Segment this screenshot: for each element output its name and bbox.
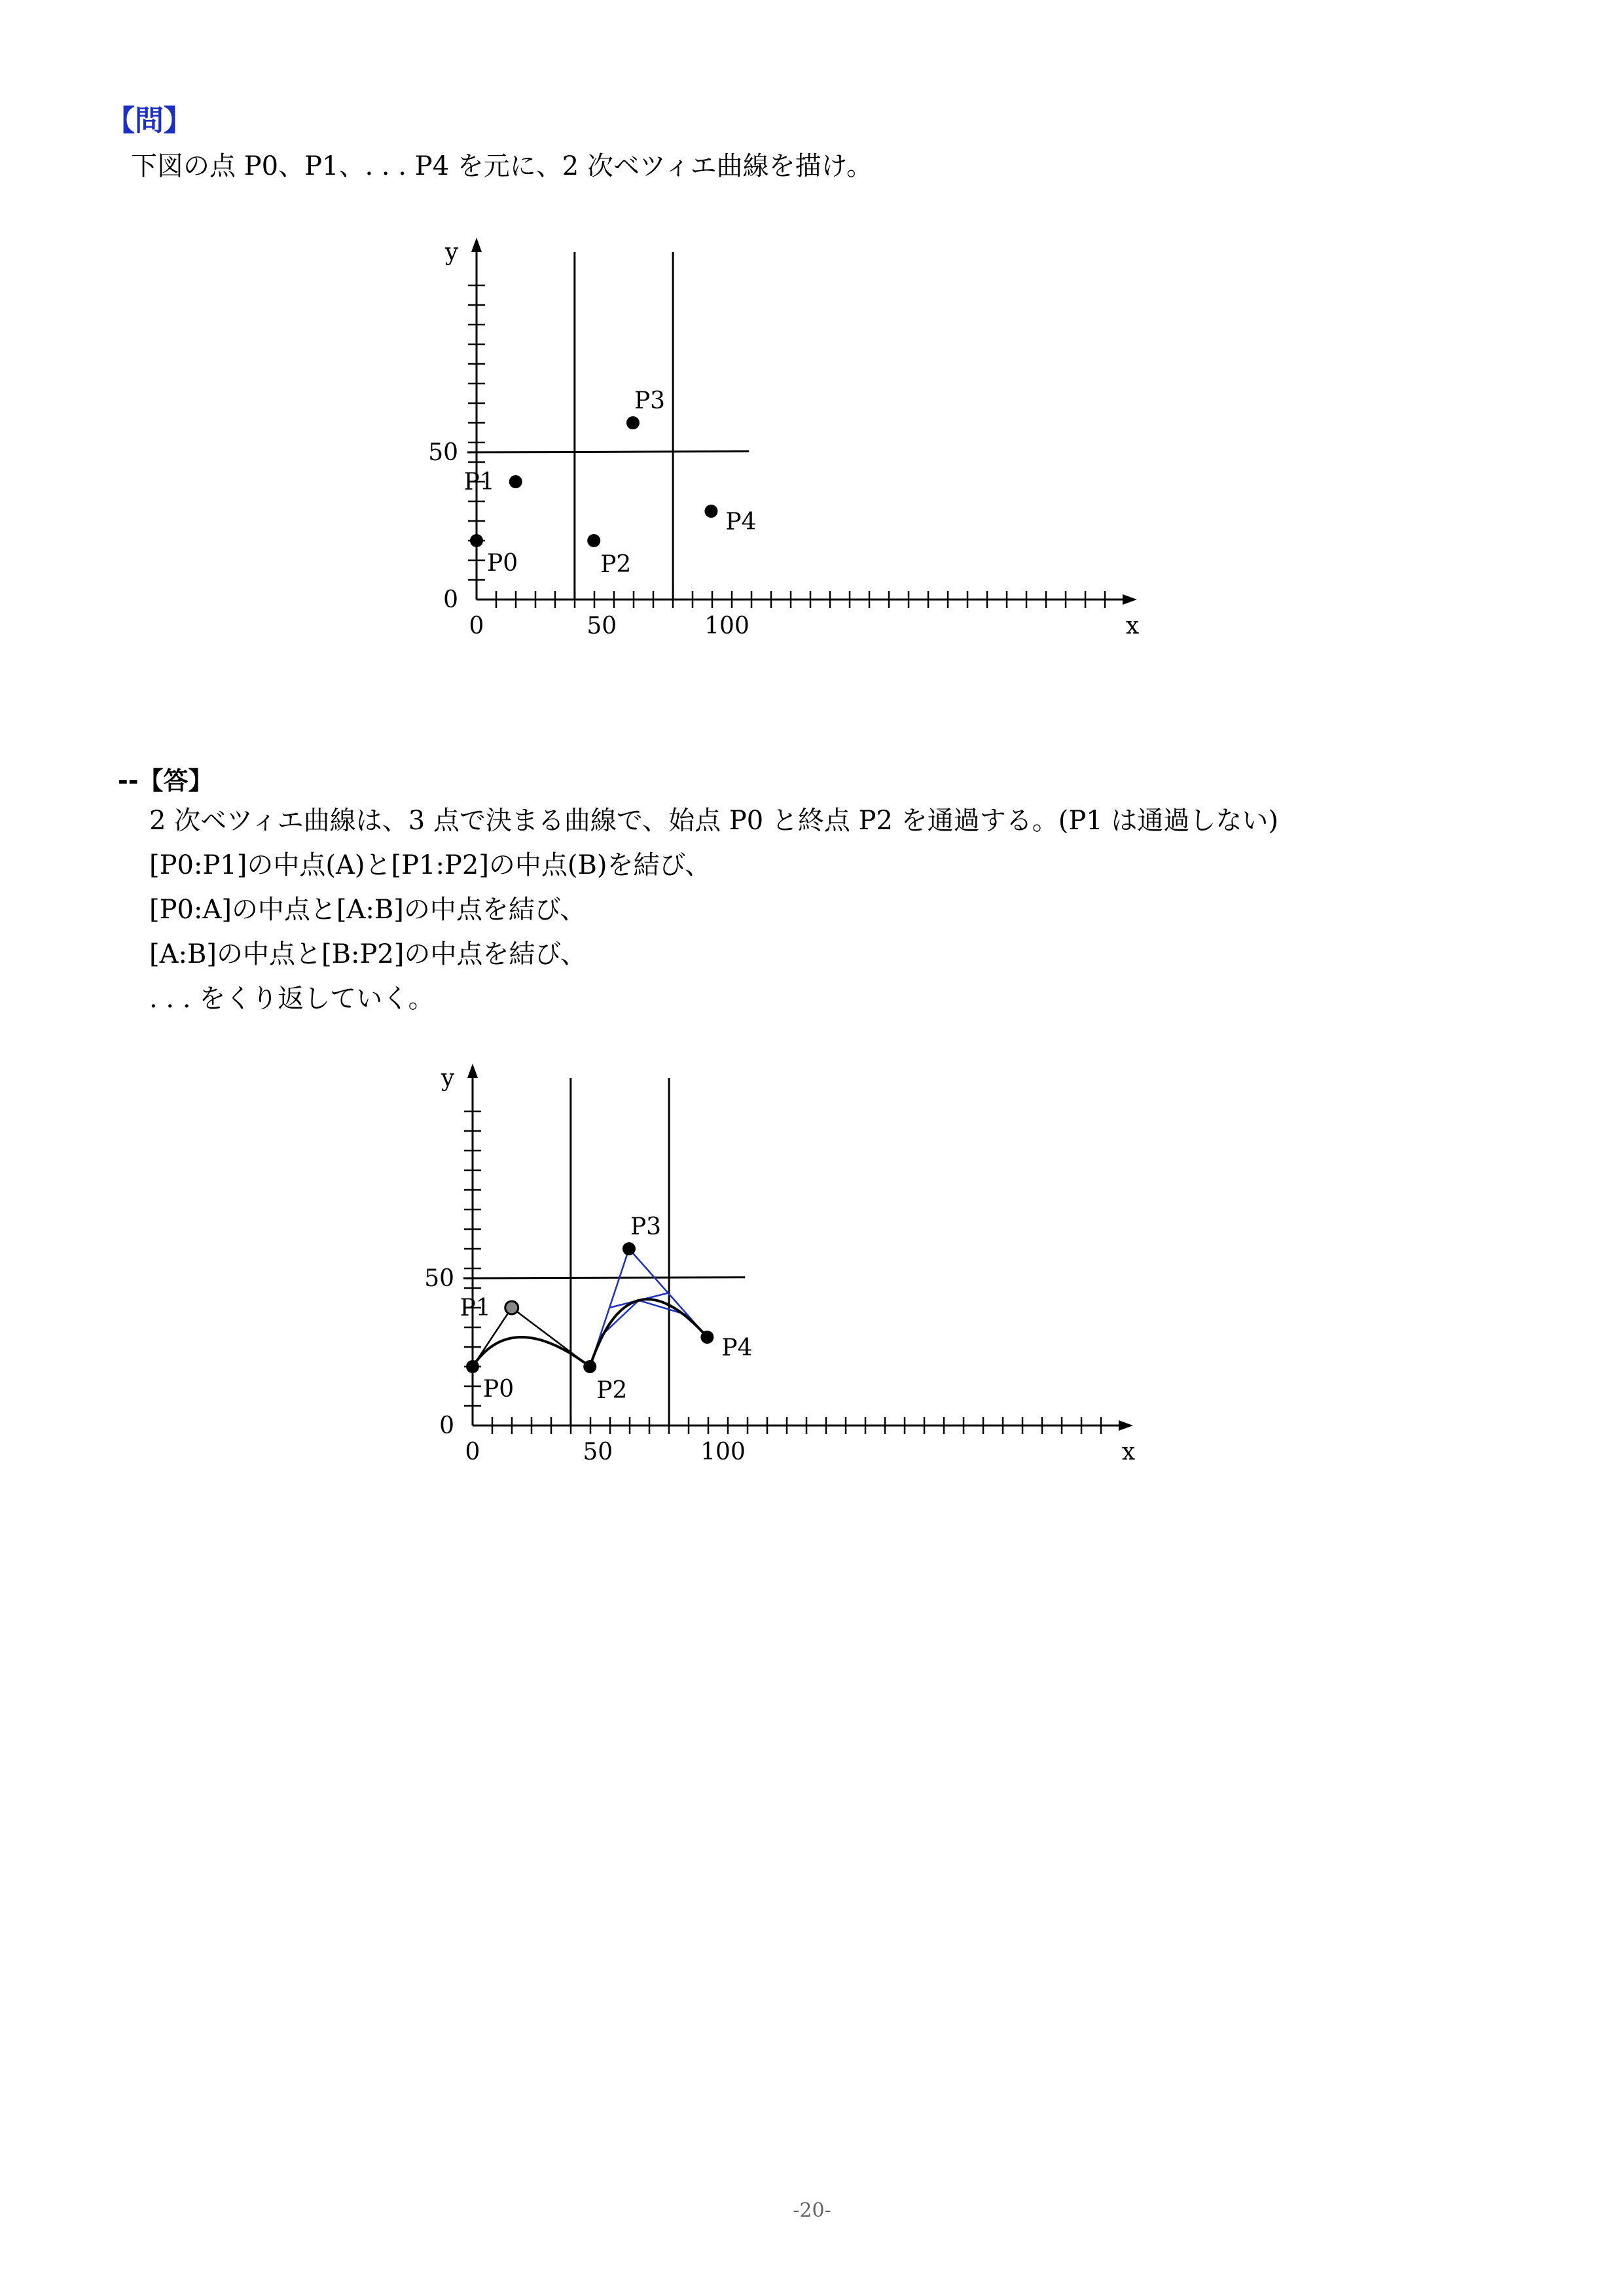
q-x-tick-label: 100 (704, 613, 749, 639)
a-control-polygon-2 (590, 1249, 707, 1367)
a-y-tick-label: 0 (439, 1412, 454, 1439)
q-point-p1 (509, 475, 522, 488)
a-point-p3 (623, 1242, 636, 1255)
question-figure (393, 236, 1178, 655)
q-point-label-p3: P3 (634, 387, 666, 414)
answer-heading: --【答】 (118, 766, 213, 795)
q-point-label-p0: P0 (487, 550, 518, 577)
q-y-tick-label: 0 (443, 586, 458, 613)
a-point-p4 (700, 1331, 713, 1344)
q-point-p4 (704, 505, 717, 518)
q-y-tick-label: 50 (428, 439, 458, 466)
q-y-axis-arrow (471, 238, 482, 252)
q-x-axis-label: x (1125, 613, 1140, 639)
q-point-p2 (587, 534, 600, 547)
q-x-tick-label: 50 (586, 613, 617, 639)
a-x-axis-label: x (1121, 1439, 1136, 1465)
q-point-label-p4: P4 (725, 509, 757, 535)
a-y-tick-label: 50 (424, 1265, 454, 1292)
a-x-tick-label: 0 (465, 1439, 480, 1465)
answer-line-4: [A:B]の中点と[B:P2]の中点を結び、 (149, 939, 586, 969)
q-point-label-p1: P1 (463, 469, 495, 495)
a-y-axis-label: y (441, 1065, 455, 1092)
page-number: -20- (793, 2199, 831, 2222)
q-x-tick-label: 0 (469, 613, 484, 639)
question-text: 下図の点 P0、P1、. . . P4 を元に、2 次ベツィエ曲線を描け。 (131, 151, 873, 181)
a-point-label-p3: P3 (630, 1213, 662, 1240)
answer-figure (389, 1062, 1174, 1480)
a-bezier-curve-2 (590, 1299, 707, 1367)
a-point-label-p2: P2 (596, 1377, 628, 1404)
q-point-p0 (470, 534, 483, 547)
a-y-axis-arrow (467, 1064, 478, 1078)
a-point-label-p0: P0 (483, 1376, 514, 1403)
q-y-axis-label: y (444, 239, 459, 266)
answer-line-2: [P0:P1]の中点(A)と[P1:P2]の中点(B)を結び、 (149, 850, 711, 880)
a-x-tick-label: 100 (700, 1439, 746, 1465)
q-x-axis-arrow (1123, 594, 1137, 605)
q-point-label-p2: P2 (600, 551, 632, 578)
a-point-p2 (583, 1360, 596, 1373)
a-x-axis-arrow (1119, 1420, 1133, 1431)
a-point-label-p4: P4 (721, 1335, 753, 1361)
q-point-p3 (626, 416, 640, 429)
a-x-tick-label: 50 (583, 1439, 613, 1465)
answer-line-5: . . . をくり返していく。 (149, 984, 435, 1014)
a-point-label-p1: P1 (460, 1295, 491, 1321)
answer-line-3: [P0:A]の中点と[A:B]の中点を結び、 (149, 895, 586, 925)
a-point-p1 (505, 1301, 518, 1314)
question-heading: 【問】 (106, 104, 192, 137)
answer-line-1: 2 次ベツィエ曲線は、3 点で決まる曲線で、始点 P0 と終点 P2 を通過する。(P1 は通過しない) (149, 806, 1279, 836)
a-point-p0 (466, 1360, 479, 1373)
